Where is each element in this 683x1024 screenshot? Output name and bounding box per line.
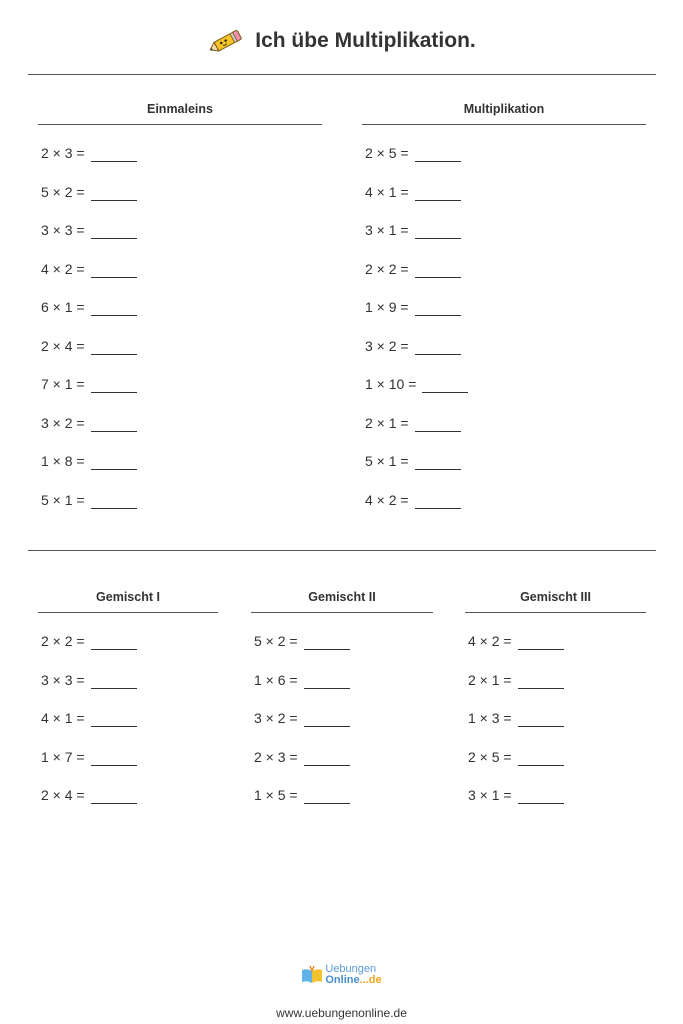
- problem-text: 1 × 9 =: [365, 299, 409, 315]
- problem-item: [362, 415, 646, 454]
- problem-item: [251, 633, 433, 672]
- problem-item: [38, 376, 322, 415]
- problem-text: 5 × 2 =: [254, 633, 298, 649]
- problem-item: [362, 338, 646, 377]
- problem-item: [38, 261, 322, 300]
- problem-text: 5 × 1 =: [365, 453, 409, 469]
- answer-blank[interactable]: [91, 200, 137, 201]
- problem-text: 3 × 2 =: [365, 337, 409, 354]
- problem-text: 2 × 1 =: [468, 671, 512, 688]
- problem-item: [465, 749, 646, 788]
- answer-blank[interactable]: [91, 726, 137, 727]
- answer-blank[interactable]: [415, 469, 461, 470]
- problem-list: [38, 145, 322, 530]
- logo-line-2: [325, 975, 381, 986]
- page-title: [0, 26, 683, 56]
- problem-text: 2 × 5 =: [365, 145, 409, 161]
- problem-list: [465, 633, 646, 826]
- problem-item: [38, 633, 218, 672]
- problem-text: 2 × 4 =: [41, 787, 85, 803]
- problem-item: [465, 710, 646, 749]
- problem-item: [362, 145, 646, 184]
- problem-item: [38, 184, 322, 223]
- problem-text: 5 × 2 =: [41, 183, 85, 200]
- problem-text: 4 × 2 =: [365, 491, 409, 508]
- answer-blank[interactable]: [304, 649, 350, 650]
- answer-blank[interactable]: [91, 392, 137, 393]
- problem-item: [362, 453, 646, 492]
- answer-blank[interactable]: [91, 161, 137, 162]
- logo-online: Online: [325, 974, 360, 986]
- problem-text: 5 × 1 =: [41, 491, 85, 508]
- column-heading: Gemischt III: [465, 590, 646, 613]
- answer-blank[interactable]: [415, 200, 461, 201]
- problem-text: 2 × 5 =: [468, 748, 512, 765]
- problem-text: 3 × 3 =: [41, 222, 85, 238]
- problem-item: [38, 749, 218, 788]
- answer-blank[interactable]: [518, 765, 564, 766]
- problem-text: 1 × 6 =: [254, 671, 298, 688]
- problem-text: 1 × 7 =: [41, 748, 85, 765]
- problem-item: [38, 453, 322, 492]
- problem-text: 4 × 2 =: [41, 260, 85, 277]
- book-icon: [301, 965, 323, 985]
- answer-blank[interactable]: [91, 649, 137, 650]
- answer-blank[interactable]: [415, 508, 461, 509]
- answer-blank[interactable]: [304, 726, 350, 727]
- answer-blank[interactable]: [91, 688, 137, 689]
- problem-item: [465, 672, 646, 711]
- footer-url[interactable]: www.uebungenonline.de: [276, 1006, 407, 1020]
- problem-text: 3 × 2 =: [254, 710, 298, 726]
- problem-text: 4 × 1 =: [41, 710, 85, 726]
- problem-text: 6 × 1 =: [41, 299, 85, 315]
- problem-text: 3 × 3 =: [41, 671, 85, 688]
- divider-middle: [28, 550, 656, 551]
- problem-item: [362, 492, 646, 531]
- answer-blank[interactable]: [91, 469, 137, 470]
- answer-blank[interactable]: [91, 354, 137, 355]
- problem-item: [251, 787, 433, 826]
- problem-item: [38, 145, 322, 184]
- problem-text: 1 × 3 =: [468, 710, 512, 726]
- problem-item: [38, 492, 322, 531]
- answer-blank[interactable]: [415, 161, 461, 162]
- site-logo: [0, 964, 683, 986]
- answer-blank[interactable]: [415, 277, 461, 278]
- column-heading: Multiplikation: [362, 102, 646, 125]
- problem-text: 2 × 3 =: [254, 748, 298, 765]
- answer-blank[interactable]: [415, 238, 461, 239]
- problem-text: 2 × 3 =: [41, 145, 85, 161]
- answer-blank[interactable]: [518, 688, 564, 689]
- problem-item: [38, 415, 322, 454]
- problem-item: [38, 299, 322, 338]
- problem-item: [251, 749, 433, 788]
- problem-text: 4 × 2 =: [468, 633, 512, 649]
- logo-tld: de: [368, 974, 382, 986]
- problem-text: 3 × 1 =: [365, 222, 409, 238]
- problem-item: [362, 222, 646, 261]
- problem-text: 1 × 10 =: [365, 376, 417, 392]
- problem-list: [362, 145, 646, 530]
- column-heading: Gemischt II: [251, 590, 433, 613]
- answer-blank[interactable]: [91, 238, 137, 239]
- problem-item: [362, 299, 646, 338]
- problem-text: 2 × 2 =: [41, 633, 85, 649]
- column-gemischt-1: [38, 590, 218, 826]
- answer-blank[interactable]: [91, 803, 137, 804]
- problem-text: 2 × 1 =: [365, 414, 409, 431]
- problem-item: [38, 338, 322, 377]
- answer-blank[interactable]: [91, 765, 137, 766]
- answer-blank[interactable]: [304, 688, 350, 689]
- problem-text: 1 × 5 =: [254, 787, 298, 803]
- problem-list: [251, 633, 433, 826]
- column-gemischt-3: [465, 590, 646, 826]
- divider-top: [28, 74, 656, 75]
- answer-blank[interactable]: [518, 649, 564, 650]
- problem-text: 3 × 1 =: [468, 787, 512, 803]
- problem-item: [38, 710, 218, 749]
- answer-blank[interactable]: [422, 392, 468, 393]
- answer-blank[interactable]: [91, 277, 137, 278]
- pencil-icon: [207, 26, 247, 56]
- problem-item: [251, 672, 433, 711]
- problem-item: [251, 710, 433, 749]
- title-text: Ich übe Multiplikation.: [255, 29, 476, 52]
- column-multiplikation: [362, 102, 646, 530]
- column-gemischt-2: [251, 590, 433, 826]
- answer-blank[interactable]: [415, 354, 461, 355]
- problem-text: 3 × 2 =: [41, 414, 85, 431]
- answer-blank[interactable]: [415, 315, 461, 316]
- problem-item: [362, 261, 646, 300]
- problem-text: 7 × 1 =: [41, 376, 85, 392]
- problem-item: [362, 376, 646, 415]
- problem-list: [38, 633, 218, 826]
- column-einmaleins: [38, 102, 322, 530]
- problem-text: 2 × 2 =: [365, 260, 409, 277]
- problem-item: [38, 672, 218, 711]
- answer-blank[interactable]: [518, 726, 564, 727]
- problem-item: [465, 787, 646, 826]
- problem-item: [362, 184, 646, 223]
- problem-text: 1 × 8 =: [41, 453, 85, 469]
- answer-blank[interactable]: [518, 803, 564, 804]
- problem-text: 2 × 4 =: [41, 337, 85, 354]
- answer-blank[interactable]: [304, 765, 350, 766]
- answer-blank[interactable]: [91, 508, 137, 509]
- logo-line-1: Uebungen: [325, 963, 377, 975]
- answer-blank[interactable]: [91, 431, 137, 432]
- logo-dots: ...: [359, 974, 369, 986]
- problem-item: [38, 787, 218, 826]
- problem-item: [465, 633, 646, 672]
- column-heading: Gemischt I: [38, 590, 218, 613]
- problem-text: 4 × 1 =: [365, 183, 409, 200]
- answer-blank[interactable]: [415, 431, 461, 432]
- logo-text: [325, 964, 381, 986]
- problem-item: [38, 222, 322, 261]
- answer-blank[interactable]: [304, 803, 350, 804]
- column-heading: Einmaleins: [38, 102, 322, 125]
- answer-blank[interactable]: [91, 315, 137, 316]
